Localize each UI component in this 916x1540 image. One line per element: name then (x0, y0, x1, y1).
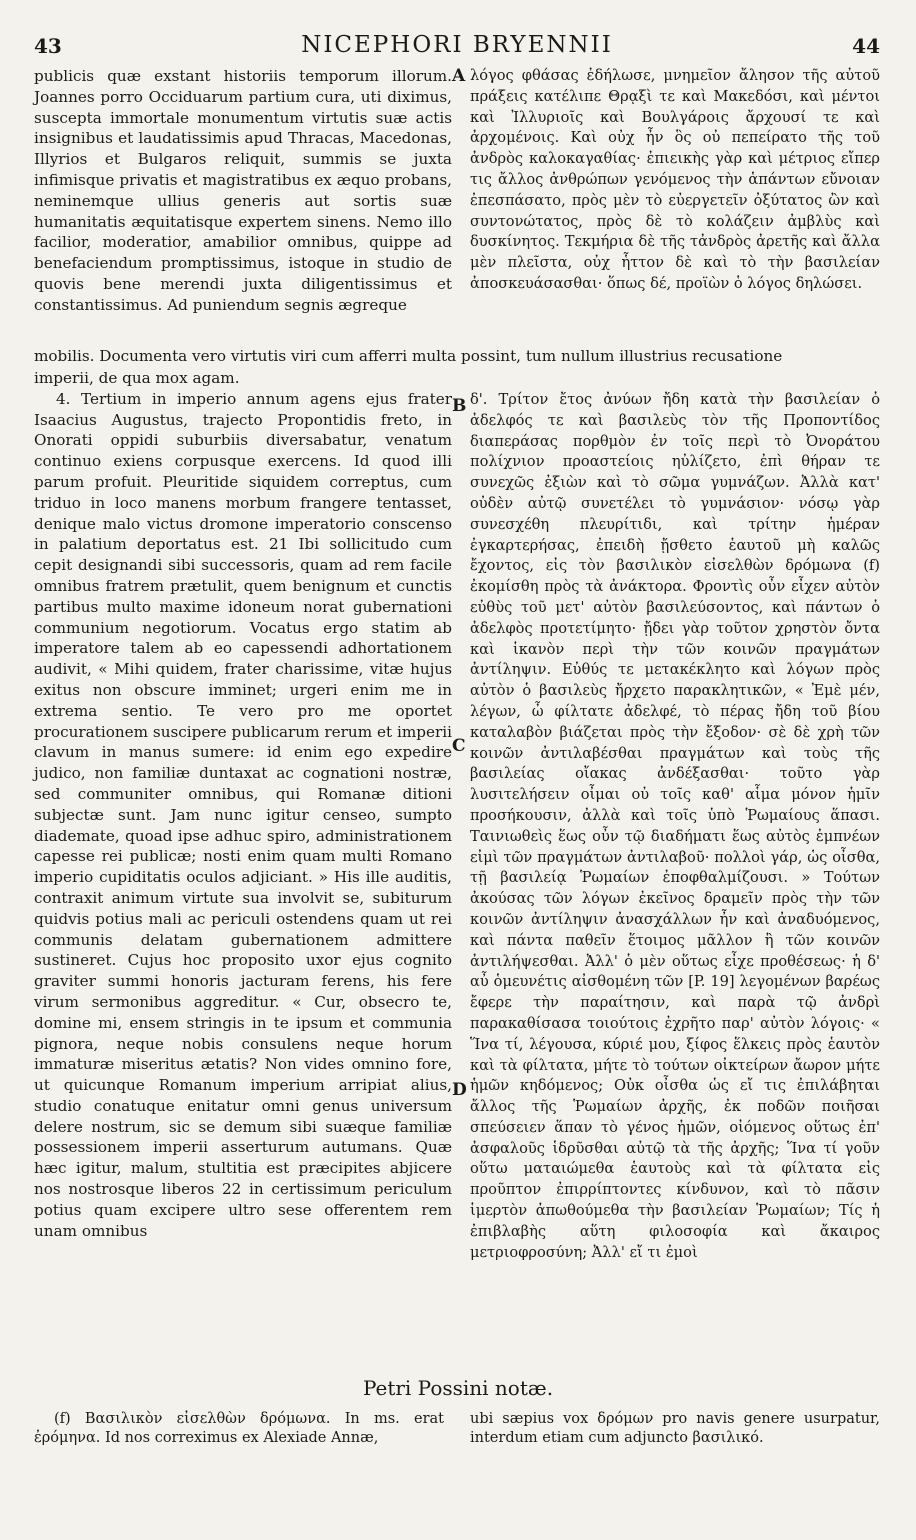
page-header (34, 30, 880, 64)
greek-column-main (470, 390, 880, 1263)
note-right: ubi sæpius vox δρόμων pro navis genere usurpatur, interdum etiam cum adjuncto βασιλικό. (470, 1411, 880, 1446)
margin-letter-b: B (452, 396, 467, 416)
notes-heading: Petri Possini notæ. (362, 1376, 554, 1400)
margin-letter-d: D (452, 1080, 467, 1100)
latin-paragraph: publicis quæ exstant historiis temporum illorum. Joannes porro Occiduarum partium cura, uti diximus, suscepta immortale monumentum virtutis suæ actis insignibus et laudatissimis apud Thracas, Macedonas, Illyrios et Bulgaros reliquit, summis se juxta infimisque privatis et magistratibus ex æquo probans, neminemque ullius generis aut sortis suæ humanitatis æquitatisque expertem sinens. Nemo illo facilior, moderatior, amabilior omnibus, quippe ad benefaciendum promptissimus, istoque in studio de quovis bene merendi juxta diligentissimus et constantissimus. Ad puniendum segnis ægreque (34, 67, 452, 314)
greek-paragraph: λόγος φθάσας ἐδήλωσε, μνημεῖον ἄλησον τῆς αὐτοῦ πράξεις κατέλιπε Θρᾳξὶ τε καὶ Μακεδόσι, καὶ μέντοι καὶ Ἰλλυριοῖς καὶ Βουλγάροις ἄρχουσί τε καὶ ἀρχομένοις. Καὶ οὐχ ἦν ὃς οὐ πεπείρατο τῆς τοῦ ἀνδρὸς καλοκαγαθίας· ἐπιεικὴς γὰρ καὶ μέτριος εἴπερ τις ἄλλος ἀνθρώπων γενόμενος τὴν ἁπάντων εὔνοιαν ἐπεσπάσατο, πρὸς μὲν τὸ εὐεργετεῖν ὀξύτατος ὢν καὶ συντονώτατος, πρὸς δὲ τὸ κολάζειν ἀμβλὺς καὶ δυσκίνητος. Τεκμήρια δὲ τῆς τἀνδρὸς ἀρετῆς καὶ ἄλλα μὲν πλεῖστα, οὐχ ἧττον δὲ καὶ τὸ τὴν βασιλείαν ἀποσκευάσασθαι· ὅπως δέ, προϊὼν ὁ λόγος δηλώσει. (470, 67, 880, 292)
full-width-line: mobilis. Documenta vero virtutis viri cum afferri multa possint, tum nullum illustrius recusatione (34, 347, 783, 365)
page-number-right: 44 (852, 34, 880, 58)
latin-column-main (34, 368, 452, 1241)
greek-column-top (470, 66, 880, 295)
greek-paragraph: δ'. Τρίτον ἔτος ἀνύων ἤδη κατὰ τὴν βασιλείαν ὁ ἀδελφός τε καὶ βασιλεὺς τὸν τῆς Προποντίδος διαπεράσας πορθμὸν ἐν τοῖς περὶ τὸ Ὀνοράτου πολίχνιον προαστείοις ηὐλίζετο, ἐπὶ θήραν τε συνεχῶς ἐξιὼν καὶ τὸ σῶμα γυμνάζων. Ἀλλὰ κατ' οὐδὲν αὐτῷ συνετέλει τὸ γυμνάσιον· νόσῳ γὰρ συνεσχέθη πλευρίτιδι, καὶ τρίτην ἡμέραν ἐγκαρτερήσας, ἐπειδὴ ᾔσθετο ἑαυτοῦ μὴ καλῶς ἔχοντος, εἰς τὸν βασιλικὸν εἰσελθὼν δρόμωνα (f) ἐκομίσθη πρὸς τὰ ἀνάκτορα. Φροντὶς οὖν εἶχεν αὐτὸν εὐθὺς τοῦ μετ' αὐτὸν βασιλεύσοντος, καὶ πάντων ὁ ἀδελφὸς προτετίμητο· ᾔδει γὰρ τοῦτον χρηστὸν ὄντα καὶ ἱκανὸν περὶ τὴν τῶν κοινῶν πραγμάτων ἀντίληψιν. Εὐθύς τε μετακέκλητο καὶ λόγων πρὸς αὐτὸν ὁ βασιλεὺς ἤρχετο παρακλητικῶν, « Ἐμὲ μέν, λέγων, ὦ φίλτατε ἀδελφέ, τὸ πέρας ἤδη τοῦ βίου καταλαβὸν βιάζεται πρὸς τὴν ἔξοδον· σὲ δὲ χρὴ τῶν κοινῶν ἀντιλαβέσθαι πραγμάτων καὶ τοὺς τῆς βασιλείας οἴακας ἀνδέξασθαι· τοῦτο γὰρ λυσιτελήσειν οἶμαι οὐ τοῖς καθ' αἷμα μόνον ἡμῖν προσήκουσιν, ἀλλὰ καὶ τοῖς ὑπὸ Ῥωμαίους ἅπασι. Ταινιωθεὶς ἕως οὖν τῷ διαδήματι ἕως αὐτὸς ἐμπνέων εἰμὶ τῶν πραγμάτων ἀντιλαβοῦ· πολλοὶ γάρ, ὡς οἶσθα, τῇ βασιλείᾳ Ῥωμαίων ἐποφθαλμίζουσι. » Τούτων ἀκούσας τῶν λόγων ἐκεῖνος δραμεῖν πρὸς τὴν τῶν κοινῶν ἀντίληψιν ἀνασχάλλων ἦν καὶ ἀναδυόμενος, καὶ πάντα παθεῖν ἕτοιμος μᾶλλον ἢ τῶν κοινῶν ἀντιλήψεσθαι. Ἀλλ' ὁ μὲν οὕτως εἶχε προθέσεως· ἡ δ' αὖ ὁμευνέτις αἰσθομένη τῶν [P. 19] λεγομένων βαρέως ἔφερε τὴν παραίτησιν, καὶ παρὰ τῷ ἀνδρὶ παρακαθίσασα τοιούτοις ἐχρῆτο παρ' αὐτὸν λόγοις· « Ἵνα τί, λέγουσα, κύριέ μου, ξίφος ἕλκεις πρὸς ἑαυτὸν καὶ τὰ φίλτατα, μήτε τὸ τούτων οἰκτείρων ἄωρον μήτε ἡμῶν κηδόμενος; Οὐκ οἶσθα ὡς εἴ τις ἐπιλάβηται ἄλλος τῆς Ῥωμαίων ἀρχῆς, ἐκ ποδῶν ποιῆσαι σπεύσειεν ἅπαν τὸ γένος ἡμῶν, οἰόμενος οὕτως ἐπ' ἀσφαλοῦς ἱδρῦσθαι αὐτῷ τὰ τῆς ἀρχῆς; Ἵνα τί γοῦν οὕτω ματαιώμεθα ἑαυτοὺς καὶ τὰ φίλτατα εἰς προῦπτον ἐπιρρίπτοντες κίνδυνον, καὶ τὸ πᾶσιν ἱμερτὸν ἀπωθούμεθα τὴν βασιλείαν Ῥωμαίων; Τίς ἡ ἐπιβλαβὴς αὕτη φιλοσοφία καὶ ἄκαιρος μετριοφροσύνη; Ἀλλ' εἴ τι ἐμοὶ (470, 391, 880, 1261)
margin-letter-c: C (452, 736, 466, 756)
latin-paragraph: 4. Tertium in imperio annum agens ejus frater Isaacius Augustus, trajecto Propontidis freto, in Onorati oppidi suburbiis diversabatur, venatum continuo exiens corpusque exercens. Id quod illi parum profuit. Pleuritide siquidem correptus, cum triduo in loco manens morbum frangere tentasset, denique malo victus dromone imperatorio conscenso in palatium deportatus est. 21 Ibi sollicitudo cum cepit designandi sibi successoris, quam ad rem facile omnibus fratrem prætulit, quem benignum et cunctis partibus multo maxime idoneum norat gubernationi communium negotiorum. Vocatus ergo statim ab imperatore talem ab eo capessendi adhortationem audivit, « Mihi quidem, frater charissime, vitæ hujus exitus non obscure imminet; urgeri enim me in extrema sentio. Te vero pro me oportet procurationem suscipere publicarum rerum et imperii clavum in manus sumere: id enim ego expedire judico, non familiæ duntaxat ac cognationi nostræ, sed communiter omnibus, qui Romanæ ditioni subjectæ sunt. Jam nunc igitur censeo, sumpto diademate, quoad ipse adhuc spiro, administrationem capesse rei publicæ; nosti enim quam multi Romano imperio cupiditatis oculos adjiciant. » His ille auditis, contraxit animum virtute sua involvit se, subiturum quidvis potius mali ac periculi ostendens quam ut rei communis delatam gubernationem admittere sustineret. Cujus hoc proposito uxor ejus cognito graviter summi honoris jacturam ferens, his fere virum sermonibus aggreditur. « Cur, obsecro te, domine mi, ensem stringis in te ipsum et communia pignora, neque nobis consulens neque horum immaturæ miseritus ætatis? Non vides omnino fore, ut quicunque Romanum imperium arripiat alius, studio conatuque enitatur omni genus universum delere nostrum, sic se demum sibi suæque familiæ possessionem imperii asserturum autumans. Quæ hæc igitur, malum, stultitia est præcipites abjicere nos nostrosque liberos 22 in certissimum periculum potius quam excipere ultro sese offerentem rem unam omnibus (34, 389, 452, 1240)
margin-letter-a: A (452, 66, 466, 86)
note-left: (f) Βασιλικὸν εἰσελθὼν δρόμωνα. In ms. erat ἐρόμηνα. Id nos correximus ex Alexiade Annæ, (34, 1411, 444, 1446)
running-title: NICEPHORI BRYENNII (301, 32, 613, 58)
page-number-left: 43 (34, 34, 62, 58)
latin-paragraph: imperii, de qua mox agam. (34, 369, 240, 387)
latin-column-top (34, 66, 452, 316)
